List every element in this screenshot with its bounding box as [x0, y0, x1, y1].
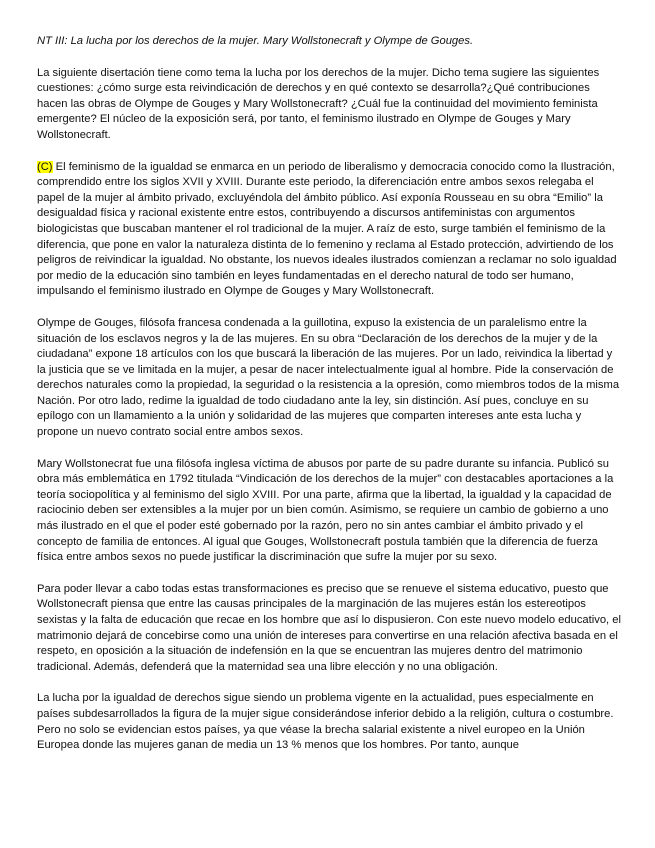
- paragraph-context-text: El feminismo de la igualdad se enmarca en un periodo de liberalismo y democracia conocido como la Ilustración, comprendido entre los siglos XVII y XVIII. Durante este periodo, la diferenciación entre ambos sexos relegaba el papel de la mujer al ámbito privado, excluyéndola del ámbito público. Así exponía Rousseau en su obra “Emilio” la desigualdad física y racional existente entre estos, contribuyendo a discursos antifeministas con argumentos biologicistas que buscaban mantener el rol tradicional de la mujer. A raíz de esto, surge también el feminismo de la diferencia, que pone en valor la naturaleza distinta de lo femenino y reclama al Estado protección, advirtiendo de los peligros de reivindicar la igualdad. No obstante, los nuevos ideales ilustrados comienzan a reclamar no solo igualdad por medio de la educación sino también en leyes fundamentadas en el derecho natural de todo ser humano, impulsando el feminismo ilustrado en Olympe de Gouges y Mary Wollstonecraft.: [37, 160, 617, 298]
- paragraph-introduction: La siguiente disertación tiene como tema la lucha por los derechos de la mujer. Dicho tema sugiere las siguientes cuestiones: ¿cómo surge esta reivindicación de derechos y en qué contexto se desarrolla?¿Qué contribuciones hacen las obras de Olympe de Gouges y Mary Wollstonecraft? ¿Cuál fue la continuidad del movimiento feminista emergente? El núcleo de la exposición será, por tanto, el feminismo ilustrado en Olympe de Gouges y Mary Wollstonecraft.: [37, 66, 600, 141]
- paragraph-gouges: Olympe de Gouges, filósofa francesa condenada a la guillotina, expuso la existencia de un paralelismo entre la situación de los esclavos negros y la de las mujeres. En su obra “Declaración de los derechos de la mujer y de la ciudadana” expone 18 artículos con los que buscará la liberación de las mujeres. Por un lado, reivindica la libertad y la justicia que se ve limitada en la mujer, a pesar de nacer intelectualmente igual al hombre. Pide la conservación de derechos naturales como la propiedad, la seguridad o la resistencia a la opresión, como miembros todos de la misma Nación. Por otro lado, redime la igualdad de todo ciudadano ante la ley, sin distinción. Así pues, concluye en su epílogo con un llamamiento a la unión y solidaridad de las mujeres que comparten intereses ante esta lucha y propone un nuevo contrato social entre ambos sexos.: [37, 316, 620, 439]
- paragraph-education: Para poder llevar a cabo todas estas transformaciones es preciso que se renueve el sistema educativo, puesto que Wollstonecraft piensa que entre las causas principales de la marginación de las mujeres están los estereotipos sexistas y la falta de educación que recae en los hombre que así lo dispusieron. Con este nuevo modelo educativo, el matrimonio dejará de concebirse como una unión de intereses para convertirse en una relación afectiva basada en el respeto, en oposición a la situación de indefensión en la que se encuentran las mujeres dentro del matrimonio tradicional. Además, defenderá que la maternidad sea una libre elección y no una obligación.: [37, 582, 621, 673]
- document-page: [37, 34, 621, 770]
- paragraph-conclusion: La lucha por la igualdad de derechos sigue siendo un problema vigente en la actualidad, pues especialmente en países subdesarrollados la figura de la mujer sigue considerándose inferior debido a la religión, cultura o costumbre. Pero no solo se evidencian estos países, ya que véase la brecha salarial existente a nivel europeo en la Unión Europea donde las mujeres ganan de media un 13 % menos que los hombres. Por tanto, aunque: [37, 692, 614, 752]
- paragraph-wollstonecraft: Mary Wollstonecrat fue una filósofa inglesa víctima de abusos por parte de su padre durante su infancia. Publicó su obra más emblemática en 1792 titulada “Vindicación de los derechos de la mujer” con destacables aportaciones a la teoría sociopolítica y al feminismo del siglo XVIII. Por una parte, afirma que la libertad, la igualdad y la capacidad de raciocinio deben ser extensibles a la mujer por un bien común. Asimismo, se requiere un cambio de gobierno a uno más ilustrado en el que el poder esté gobernado por la razón, pero no sin antes cambiar el ámbito privado y el concepto de familia de entonces. Al igual que Gouges, Wollstonecraft postula también que la diferencia de fuerza física entre ambos sexos no puede justificar la discriminación que sufre la mujer por su sexo.: [37, 457, 614, 564]
- paragraph-context: [37, 160, 621, 300]
- highlight-marker: (C): [37, 160, 53, 173]
- document-title: NT III: La lucha por los derechos de la mujer. Mary Wollstonecraft y Olympe de Gouges.: [37, 35, 474, 47]
